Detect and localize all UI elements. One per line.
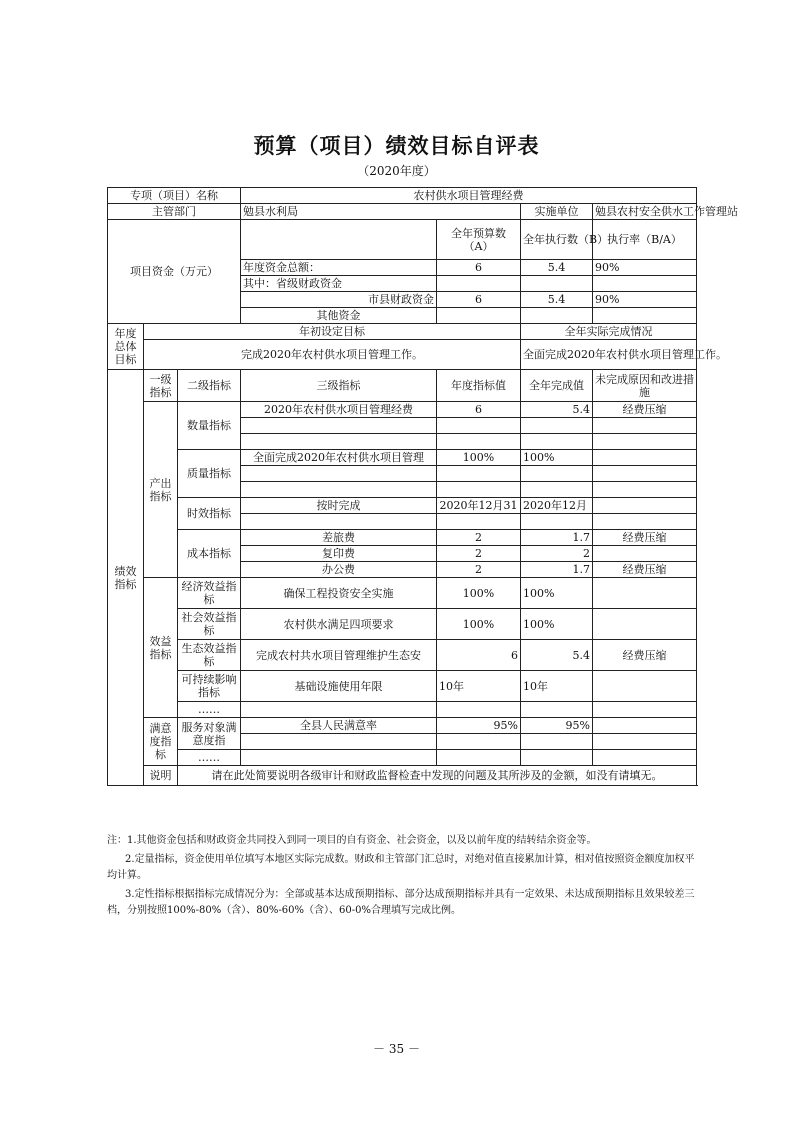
indicator-done: 2020年12月 bbox=[521, 498, 593, 514]
satisfaction-category: 服务对象满意度指 bbox=[178, 718, 241, 750]
indicator-reason bbox=[593, 734, 697, 750]
indicator-name bbox=[241, 734, 437, 750]
indicator-reason bbox=[593, 671, 697, 702]
indicator-name: 复印费 bbox=[241, 546, 437, 562]
funds-col-exec: 全年执行数（B） bbox=[521, 220, 593, 260]
goals-actual-label: 全年实际完成情况 bbox=[521, 324, 697, 340]
indicator-done bbox=[521, 734, 593, 750]
indicator-target: 6 bbox=[437, 640, 521, 671]
indicator-target bbox=[437, 702, 521, 718]
perf-h2: 二级指标 bbox=[178, 370, 241, 402]
indicator-name: 差旅费 bbox=[241, 530, 437, 546]
indicator-done: 1.7 bbox=[521, 530, 593, 546]
indicator-target: 100% bbox=[437, 609, 521, 640]
indicator-done: 5.4 bbox=[521, 402, 593, 418]
dept-label: 主管部门 bbox=[108, 204, 241, 220]
funds-row-label: 其他资金 bbox=[241, 308, 437, 324]
goals-label: 年度总体目标 bbox=[108, 324, 144, 370]
funds-row-label: 其中：省级财政资金 bbox=[241, 276, 437, 292]
indicator-reason bbox=[593, 498, 697, 514]
indicator-reason bbox=[593, 609, 697, 640]
footnote: 2.定量指标，资金使用单位填写本地区实际完成数。财政和主管部门汇总时，对绝对值直接累加计算，相对值按照资金额度加权平均计算。 bbox=[107, 854, 695, 881]
evaluation-table bbox=[107, 187, 738, 786]
benefit-category: 经济效益指标 bbox=[178, 578, 241, 609]
indicator-target: 100% bbox=[437, 450, 521, 466]
indicator-target bbox=[437, 418, 521, 434]
funds-row-rate bbox=[593, 276, 697, 292]
page-subtitle: （2020年度） bbox=[357, 164, 436, 178]
impl-label: 实施单位 bbox=[521, 204, 593, 220]
indicator-reason bbox=[593, 482, 697, 498]
indicator-name: 确保工程投资安全实施 bbox=[241, 578, 437, 609]
funds-label: 项目资金（万元） bbox=[108, 220, 241, 324]
indicator-target bbox=[437, 734, 521, 750]
indicator-target: 6 bbox=[437, 402, 521, 418]
indicator-done bbox=[521, 514, 593, 530]
indicator-done bbox=[521, 466, 593, 482]
indicator-target: 10年 bbox=[437, 671, 521, 702]
indicator-name bbox=[241, 418, 437, 434]
indicator-target bbox=[437, 466, 521, 482]
goals-initial: 完成2020年农村供水项目管理工作。 bbox=[144, 340, 521, 370]
quality-label: 质量指标 bbox=[178, 450, 241, 498]
funds-row-rate: 90% bbox=[593, 292, 697, 308]
indicator-reason bbox=[593, 750, 697, 766]
indicator-done bbox=[521, 418, 593, 434]
indicator-name: 全面完成2020年农村供水项目管理 bbox=[241, 450, 437, 466]
impl-value: 勉县农村安全供水工作管理站 bbox=[593, 204, 697, 220]
funds-row-rate bbox=[593, 308, 697, 324]
indicator-target: 2020年12月31 bbox=[437, 498, 521, 514]
indicator-done: 5.4 bbox=[521, 640, 593, 671]
indicator-done: 100% bbox=[521, 450, 593, 466]
indicator-name: 按时完成 bbox=[241, 498, 437, 514]
indicator-name: 农村供水满足四项要求 bbox=[241, 609, 437, 640]
indicator-name: 2020年农村供水项目管理经费 bbox=[241, 402, 437, 418]
perf-h5: 全年完成值 bbox=[521, 370, 593, 402]
funds-row-exec bbox=[521, 308, 593, 324]
page-number: － 35 － bbox=[373, 1042, 420, 1056]
funds-row-exec: 5.4 bbox=[521, 260, 593, 276]
indicator-target: 2 bbox=[437, 562, 521, 578]
project-name-label: 专项（项目）名称 bbox=[108, 188, 241, 204]
funds-row-budget bbox=[437, 308, 521, 324]
remark-label: 说明 bbox=[144, 766, 178, 786]
page-title: 预算（项目）绩效目标自评表 bbox=[253, 133, 540, 158]
indicator-reason: 经费压缩 bbox=[593, 530, 697, 546]
indicator-reason: 经费压缩 bbox=[593, 640, 697, 671]
indicator-done: 10年 bbox=[521, 671, 593, 702]
funds-row-label: 市县财政资金 bbox=[241, 292, 437, 308]
time-label: 时效指标 bbox=[178, 498, 241, 530]
indicator-name: 完成农村共水项目管理维护生态安 bbox=[241, 640, 437, 671]
footnotes bbox=[107, 833, 697, 922]
project-name: 农村供水项目管理经费 bbox=[241, 188, 697, 204]
perf-label: 绩效指标 bbox=[108, 370, 144, 786]
perf-h6: 未完成原因和改进措施 bbox=[593, 370, 697, 402]
indicator-name bbox=[241, 514, 437, 530]
benefit-label: 效益指标 bbox=[144, 578, 178, 718]
funds-row-label: 年度资金总额： bbox=[241, 260, 437, 276]
indicator-reason bbox=[593, 418, 697, 434]
indicator-name bbox=[241, 466, 437, 482]
goals-actual: 全面完成2020年农村供水项目管理工作。 bbox=[521, 340, 697, 370]
funds-row-budget: 6 bbox=[437, 292, 521, 308]
indicator-done: 100% bbox=[521, 578, 593, 609]
indicator-reason bbox=[593, 434, 697, 450]
perf-h3: 三级指标 bbox=[241, 370, 437, 402]
funds-col-budget: 全年预算数（A） bbox=[437, 220, 521, 260]
indicator-done: 95% bbox=[521, 718, 593, 734]
indicator-reason bbox=[593, 578, 697, 609]
indicator-reason bbox=[593, 450, 697, 466]
indicator-target: 2 bbox=[437, 546, 521, 562]
indicator-reason bbox=[593, 702, 697, 718]
indicator-reason: 经费压缩 bbox=[593, 402, 697, 418]
indicator-name: 基础设施使用年限 bbox=[241, 671, 437, 702]
funds-row-exec: 5.4 bbox=[521, 292, 593, 308]
benefit-category: 可持续影响指标 bbox=[178, 671, 241, 702]
indicator-name bbox=[241, 482, 437, 498]
funds-row-budget bbox=[437, 276, 521, 292]
dept-value: 勉县水利局 bbox=[241, 204, 521, 220]
indicator-name bbox=[241, 702, 437, 718]
indicator-done bbox=[521, 482, 593, 498]
indicator-done: 2 bbox=[521, 546, 593, 562]
benefit-category: 生态效益指标 bbox=[178, 640, 241, 671]
funds-row-rate: 90% bbox=[593, 260, 697, 276]
funds-col-rate: 执行率（B/A） bbox=[593, 220, 697, 260]
footnote: 3.定性指标根据指标完成情况分为：全部或基本达成预期指标、部分达成预期指标并具有一定效果、未达成预期指标且效果较差三档，分别按照100%-80%（含）、80%-60%（含）、60-0%合理填写完成比例。 bbox=[107, 889, 695, 916]
goals-initial-label: 年初设定目标 bbox=[144, 324, 521, 340]
indicator-done: 100% bbox=[521, 609, 593, 640]
indicator-done bbox=[521, 702, 593, 718]
funds-row-budget: 6 bbox=[437, 260, 521, 276]
perf-h1: 一级指标 bbox=[144, 370, 178, 402]
indicator-target bbox=[437, 514, 521, 530]
indicator-done: 1.7 bbox=[521, 562, 593, 578]
benefit-category: 社会效益指标 bbox=[178, 609, 241, 640]
indicator-done bbox=[521, 434, 593, 450]
footnote: 注：1.其他资金包括和财政资金共同投入到同一项目的自有资金、社会资金，以及以前年度的结转结余资金等。 bbox=[107, 835, 597, 846]
remark-text: 请在此处简要说明各级审计和财政监督检查中发现的问题及其所涉及的金额，如没有请填无。 bbox=[178, 766, 697, 786]
satisfaction-more: …… bbox=[178, 750, 241, 766]
indicator-name bbox=[241, 434, 437, 450]
indicator-target: 2 bbox=[437, 530, 521, 546]
indicator-reason bbox=[593, 514, 697, 530]
indicator-name: 全县人民满意率 bbox=[241, 718, 437, 734]
indicator-reason bbox=[593, 718, 697, 734]
indicator-reason bbox=[593, 466, 697, 482]
benefit-category: …… bbox=[178, 702, 241, 718]
satisfaction-label: 满意度指标 bbox=[144, 718, 178, 766]
quantity-label: 数量指标 bbox=[178, 402, 241, 450]
indicator-name bbox=[241, 750, 437, 766]
funds-header-blank bbox=[241, 220, 437, 260]
indicator-target bbox=[437, 482, 521, 498]
indicator-target bbox=[437, 434, 521, 450]
indicator-reason: 经费压缩 bbox=[593, 562, 697, 578]
cost-label: 成本指标 bbox=[178, 530, 241, 578]
indicator-done bbox=[521, 750, 593, 766]
funds-row-exec bbox=[521, 276, 593, 292]
indicator-target bbox=[437, 750, 521, 766]
indicator-reason bbox=[593, 546, 697, 562]
indicator-target: 100% bbox=[437, 578, 521, 609]
output-label: 产出指标 bbox=[144, 402, 178, 578]
indicator-name: 办公费 bbox=[241, 562, 437, 578]
indicator-target: 95% bbox=[437, 718, 521, 734]
perf-h4: 年度指标值 bbox=[437, 370, 521, 402]
